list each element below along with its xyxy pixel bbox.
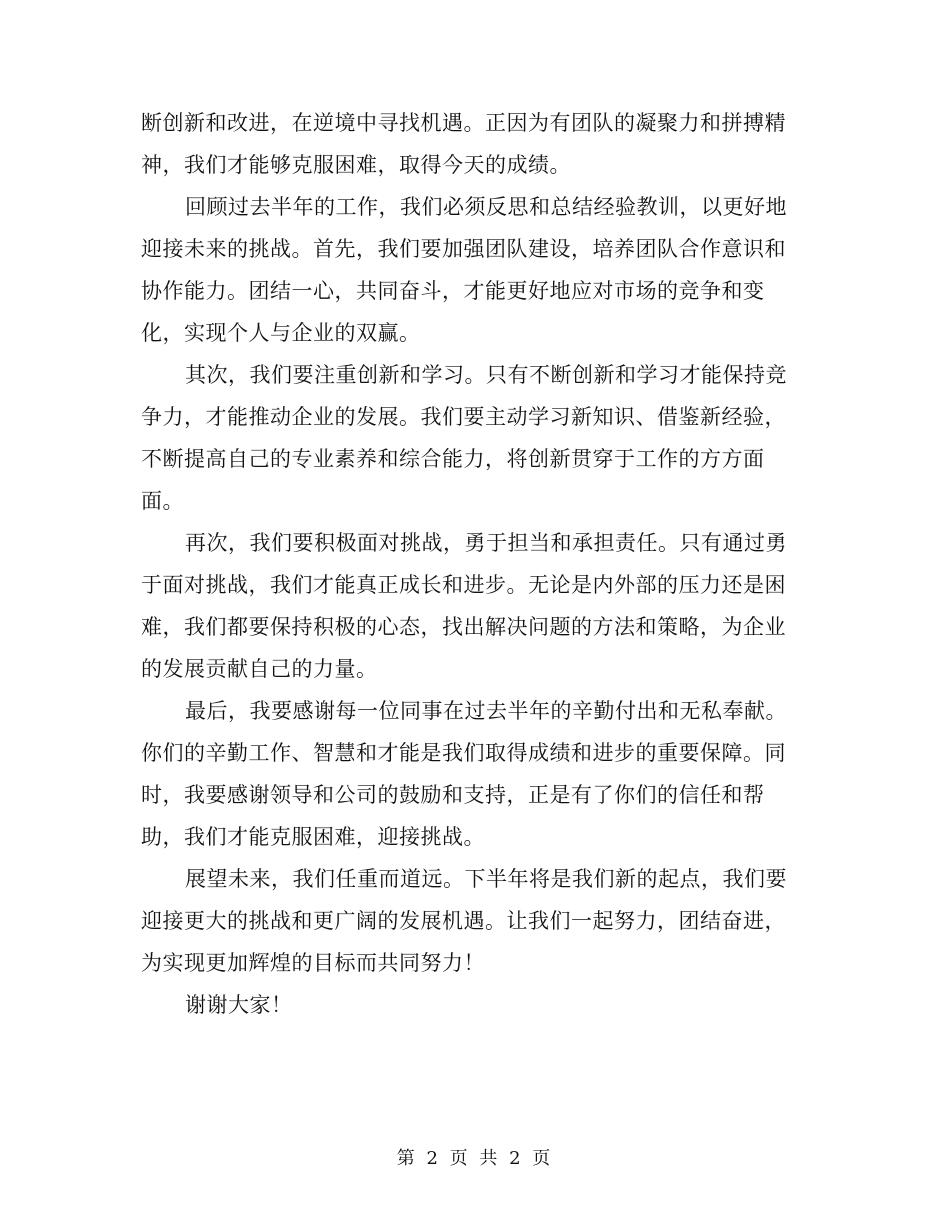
text-line: 你们的辛勤工作、智慧和才能是我们取得成绩和进步的重要保障。同	[141, 741, 786, 765]
text-line: 协作能力。团结一心，共同奋斗，才能更好地应对市场的竞争和变	[141, 279, 765, 303]
text-line: 助，我们才能克服困难，迎接挑战。	[141, 825, 485, 849]
text-line: 迎接更大的挑战和更广阔的发展机遇。让我们一起努力，团结奋进，	[141, 909, 786, 933]
text-line: 神，我们才能够克服困难，取得今天的成绩。	[141, 153, 571, 177]
paragraph-start-line: 展望未来，我们任重而道远。下半年将是我们新的起点，我们要	[185, 867, 787, 891]
page-number-footer: 第 2 页 共 2 页	[396, 1148, 554, 1169]
text-line: 为实现更加辉煌的目标而共同努力！	[141, 951, 485, 975]
text-line: 难，我们都要保持积极的心态，找出解决问题的方法和策略，为企业	[141, 615, 786, 639]
text-line: 争力，才能推动企业的发展。我们要主动学习新知识、借鉴新经验，	[141, 405, 786, 429]
text-line: 于面对挑战，我们才能真正成长和进步。无论是内外部的压力还是困	[141, 573, 786, 597]
text-line: 的发展贡献自己的力量。	[141, 657, 378, 681]
paragraph-start-line: 其次，我们要注重创新和学习。只有不断创新和学习才能保持竞	[185, 363, 787, 387]
paragraph-start-line: 回顾过去半年的工作，我们必须反思和总结经验教训，以更好地	[185, 195, 787, 219]
closing-line: 谢谢大家！	[185, 993, 293, 1017]
text-line: 化，实现个人与企业的双赢。	[141, 321, 421, 345]
text-line: 面。	[141, 489, 184, 513]
text-line: 不断提高自己的专业素养和综合能力，将创新贯穿于工作的方方面	[141, 447, 765, 471]
text-line: 断创新和改进，在逆境中寻找机遇。正因为有团队的凝聚力和拼搏精	[141, 111, 786, 135]
text-line: 迎接未来的挑战。首先，我们要加强团队建设，培养团队合作意识和	[141, 237, 786, 261]
text-line: 时，我要感谢领导和公司的鼓励和支持，正是有了你们的信任和帮	[141, 783, 765, 807]
body-text	[141, 102, 803, 1062]
paragraph-start-line: 再次，我们要积极面对挑战，勇于担当和承担责任。只有通过勇	[185, 531, 787, 555]
paragraph-start-line: 最后，我要感谢每一位同事在过去半年的辛勤付出和无私奉献。	[185, 699, 787, 723]
